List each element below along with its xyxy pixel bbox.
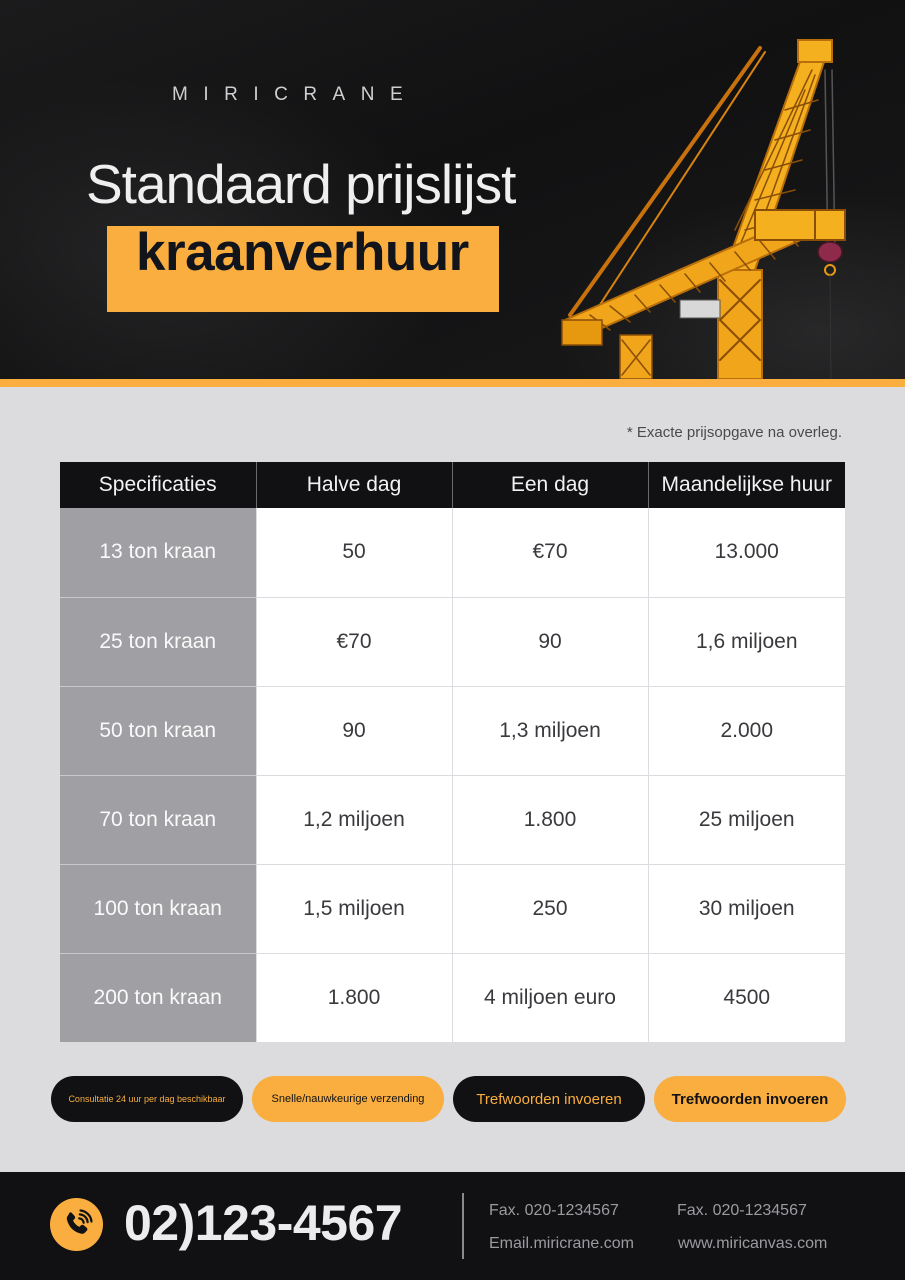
- column-header: Specificaties: [60, 462, 256, 508]
- column-header: Een dag: [452, 462, 648, 508]
- shipping-pill-button[interactable]: Snelle/nauwkeurige verzending: [252, 1076, 444, 1122]
- price-cell: €70: [256, 597, 452, 686]
- price-cell: 1,2 miljoen: [256, 775, 452, 864]
- spec-cell: 25 ton kraan: [60, 597, 256, 686]
- price-cell: 2.000: [648, 686, 845, 775]
- price-cell: 250: [452, 864, 648, 953]
- table-row: [60, 953, 845, 1042]
- table-row: [60, 775, 845, 864]
- consultation-pill-button[interactable]: Consultatie 24 uur per dag beschikbaar: [51, 1076, 243, 1122]
- price-cell: 90: [256, 686, 452, 775]
- price-cell: 90: [452, 597, 648, 686]
- fax-number: Fax. 020-1234567: [489, 1202, 619, 1219]
- table-row: [60, 686, 845, 775]
- column-header: Maandelijkse huur: [648, 462, 845, 508]
- price-cell: 30 miljoen: [648, 864, 845, 953]
- page-title: Standaard prijslijst: [86, 153, 516, 215]
- phone-number[interactable]: 02)123-4567: [124, 1195, 403, 1251]
- table-row: [60, 508, 845, 597]
- accent-stripe: [0, 379, 905, 387]
- price-cell: €70: [452, 508, 648, 597]
- price-cell: 4 miljoen euro: [452, 953, 648, 1042]
- price-cell: 1.800: [452, 775, 648, 864]
- price-cell: 13.000: [648, 508, 845, 597]
- price-cell: 4500: [648, 953, 845, 1042]
- price-cell: 50: [256, 508, 452, 597]
- price-note: * Exacte prijsopgave na overleg.: [626, 424, 842, 441]
- spec-cell: 70 ton kraan: [60, 775, 256, 864]
- feature-pills: [51, 1076, 846, 1122]
- brand-name: MIRICRANE: [172, 84, 419, 105]
- fax-number-secondary: Fax. 020-1234567: [677, 1202, 807, 1219]
- spec-cell: 13 ton kraan: [60, 508, 256, 597]
- table-header-row: [60, 462, 845, 508]
- email-link[interactable]: Email.miricrane.com: [489, 1235, 634, 1252]
- table-row: [60, 864, 845, 953]
- page-subtitle: kraanverhuur: [136, 223, 469, 282]
- crane-illustration: [550, 30, 905, 379]
- price-cell: 1,3 miljoen: [452, 686, 648, 775]
- table-row: [60, 597, 845, 686]
- price-cell: 25 miljoen: [648, 775, 845, 864]
- keywords-pill-button-dark[interactable]: Trefwoorden invoeren: [453, 1076, 645, 1122]
- price-cell: 1,5 miljoen: [256, 864, 452, 953]
- price-table: [60, 462, 845, 1042]
- keywords-pill-button-light[interactable]: Trefwoorden invoeren: [654, 1076, 846, 1122]
- hero-banner: [0, 0, 905, 379]
- column-header: Halve dag: [256, 462, 452, 508]
- price-cell: 1,6 miljoen: [648, 597, 845, 686]
- footer-divider: [462, 1193, 464, 1259]
- spec-cell: 50 ton kraan: [60, 686, 256, 775]
- spec-cell: 200 ton kraan: [60, 953, 256, 1042]
- price-cell: 1.800: [256, 953, 452, 1042]
- website-link[interactable]: www.miricanvas.com: [678, 1235, 828, 1252]
- spec-cell: 100 ton kraan: [60, 864, 256, 953]
- phone-ringing-icon: [50, 1198, 103, 1251]
